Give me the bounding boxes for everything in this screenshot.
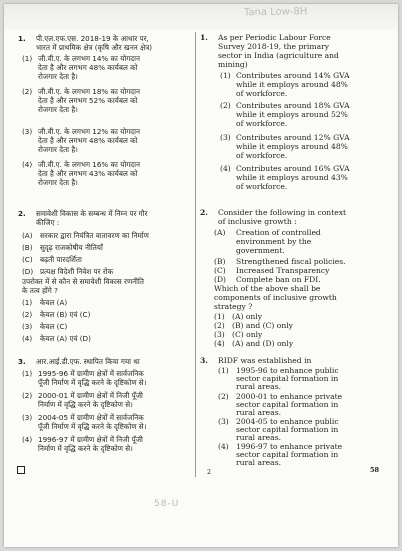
q1-hindi-option-label: (2): [22, 87, 33, 96]
q3-english-option-text: 1995-96 to enhance public: [236, 366, 339, 375]
exam-page: [4, 4, 398, 547]
q3-english-option-text: sector capital formation in: [236, 425, 339, 434]
q2-hindi-item-text: बढ़ती पारदर्शिता: [40, 255, 82, 264]
q3-hindi-option-label: (4): [22, 435, 33, 444]
q2-hindi-option-label: (2): [22, 310, 33, 319]
q3-english-option-label: (1): [218, 366, 229, 375]
q2-english-item-text: Creation of controlled: [236, 228, 321, 237]
q1-hindi-option-text: रोजगार देता है।: [38, 105, 78, 114]
q2-hindi-option-text: केवल (C): [40, 322, 68, 331]
q2-hindi-question-line: उपरोक्त में से कौन से समावेशी विकास रणनीति: [22, 277, 144, 286]
q2-english-item-text: Complete ban on FDI.: [236, 275, 321, 284]
q3-hindi-option-text: 1996-97 में ग्रामीण क्षेत्रों में निजी पूँजी: [38, 435, 143, 444]
q2-english-item-label: (A): [214, 228, 226, 237]
page-number-center: 2: [207, 468, 212, 476]
q3-english-option-label: (2): [218, 392, 229, 401]
q2-english-item-text: Strengthened fiscal policies.: [236, 257, 346, 266]
q1-hindi-option-text: रोजगार देता है।: [38, 178, 78, 187]
q2-hindi-option-label: (1): [22, 298, 33, 307]
q1-english-option-label: (3): [220, 133, 231, 142]
q1-english-option-text: Contributes around 18% GVA: [236, 101, 350, 110]
q3-hindi-option-text: पूँजी निर्माण में वृद्धि करने के दृष्टिकोण से।: [38, 378, 147, 387]
q1-hindi-option-text: देता है और लगभग 48% कार्यबल को: [38, 136, 138, 145]
q1-hindi-option-text: देता है और लगभग 43% कार्यबल को: [38, 169, 138, 178]
column-divider: [195, 32, 196, 477]
q1-english-option-label: (1): [220, 71, 231, 80]
q3-hindi-option-label: (3): [22, 413, 33, 422]
q2-english-option-label: (4): [214, 339, 225, 348]
q3-english-option-text: rural areas.: [236, 408, 282, 417]
q3-hindi-option-text: 2000-01 में ग्रामीण क्षेत्रों में निजी पूँजी: [38, 391, 143, 400]
q2-english: [200, 209, 394, 359]
footer-code: 58-U: [154, 499, 180, 509]
q3-number-en: 3.: [200, 356, 208, 365]
q2-english-item-label: (D): [214, 275, 227, 284]
q2-hindi-option-text: केवल (B) एवं (C): [40, 310, 91, 319]
q3-hindi-option-text: 2004-05 में ग्रामीण क्षेत्रों में सार्वजनिक: [38, 413, 144, 422]
q3-english-option-text: rural areas.: [236, 382, 282, 391]
q3-english-option-text: rural areas.: [236, 433, 282, 442]
q1-hindi-option-text: रोजगार देता है।: [38, 72, 78, 81]
q2-hindi-option-label: (3): [22, 322, 33, 331]
q1-english-option-text: of workforce.: [236, 182, 288, 191]
q1-english-option-label: (4): [220, 164, 231, 173]
q2-english-line: Consider the following in context: [218, 208, 347, 217]
q2-english-question-line: strategy ?: [214, 302, 253, 311]
q2-english-item-text: government.: [236, 246, 285, 255]
q1-english-option-text: while it employs around 43%: [236, 173, 348, 182]
q1-english-option-text: Contributes around 12% GVA: [236, 133, 350, 142]
q2-hindi-item-label: (B): [22, 243, 33, 252]
q3-english-option-text: sector capital formation in: [236, 400, 339, 409]
q2-hindi-item-text: प्रत्यक्ष विदेशी निवेश पर रोक: [40, 267, 114, 276]
q3-english-option-text: rural areas.: [236, 458, 282, 467]
q3-hindi-option-label: (2): [22, 391, 33, 400]
q2-hindi-item-text: सरकार द्वारा नियंत्रित वातावरण का निर्माण: [40, 231, 149, 240]
q1-english-line: sector in India (agriculture and: [218, 51, 339, 60]
q1-english-line: Survey 2018-19, the primary: [218, 42, 330, 51]
q1-hindi-line: पी.एल.एफ.एस. 2018-19 के आधार पर,: [36, 34, 149, 43]
q3-english: [200, 357, 394, 467]
q1-english-option-text: of workforce.: [236, 119, 288, 128]
q2-english-item-text: Increased Transparency: [236, 266, 330, 275]
q1-english-option-text: while it employs around 52%: [236, 110, 348, 119]
q1-hindi-option-text: जी.वी.ए. के लगभग 12% का योगदान: [38, 127, 140, 136]
q1-english-line: mining): [218, 60, 248, 69]
q2-english-item-label: (C): [214, 266, 226, 275]
q2-english-option-text: (C) only: [232, 330, 263, 339]
q1-hindi-option-label: (1): [22, 54, 33, 63]
q3-hindi-option-text: निर्माण में वृद्धि करने के दृष्टिकोण से।: [38, 400, 133, 409]
q2-number: 2.: [18, 209, 26, 218]
q1-hindi-line: भारत में प्राथमिक क्षेत्र (कृषि और खनन क्षेत्र): [36, 43, 153, 52]
q1-english: [200, 34, 394, 196]
q2-hindi-item-label: (D): [22, 267, 34, 276]
q1-hindi-option-label: (3): [22, 127, 33, 136]
q2-hindi-option-text: केवल (A) एवं (D): [40, 334, 91, 343]
q3-english-option-text: sector capital formation in: [236, 374, 339, 383]
q2-hindi: [18, 209, 194, 349]
q3-hindi-option-text: पूँजी निर्माण में वृद्धि करने के दृष्टिकोण से।: [38, 422, 147, 431]
q3-english-option-text: 1996-97 to enhance private: [236, 442, 343, 451]
q3-hindi: [18, 357, 194, 457]
q2-english-option-text: (A) and (D) only: [232, 339, 294, 348]
q2-english-item-label: (B): [214, 257, 226, 266]
q1-hindi-option-text: जी.वी.ए. के लगभग 16% का योगदान: [38, 160, 140, 169]
q3-english-option-label: (3): [218, 417, 229, 426]
q1-hindi-option-label: (4): [22, 160, 33, 169]
corner-square-mark: [17, 466, 25, 474]
q1-english-option-text: while it employs around 48%: [236, 142, 348, 151]
q2-english-question-line: components of inclusive growth: [214, 293, 337, 302]
q2-hindi-option-text: केवल (A): [40, 298, 68, 307]
q1-english-option-text: of workforce.: [236, 89, 288, 98]
q3-english-line: RIDF was established in: [218, 356, 312, 365]
q2-english-option-label: (1): [214, 312, 225, 321]
q3-english-option-text: 2000-01 to enhance private: [236, 392, 343, 401]
q1-hindi: [18, 34, 194, 194]
q1-number: 1.: [18, 34, 26, 43]
q2-english-option-label: (3): [214, 330, 225, 339]
q2-english-option-text: (A) only: [232, 312, 263, 321]
q2-english-option-text: (B) and (C) only: [232, 321, 293, 330]
q3-hindi-option-label: (1): [22, 369, 33, 378]
q1-english-line: As per Periodic Labour Force: [218, 33, 331, 42]
q3-number: 3.: [18, 357, 26, 366]
q2-hindi-item-text: सुदृढ़ राजकोषीय नीतियाँ: [40, 243, 103, 252]
q3-hindi-line: आर.आई.डी.एफ. स्थापित किया गया था: [36, 357, 140, 366]
q1-hindi-option-text: रोजगार देता है।: [38, 145, 78, 154]
q1-number-en: 1.: [200, 33, 208, 42]
q3-english-option-text: 2004-05 to enhance public: [236, 417, 339, 426]
page-number-right: 58: [370, 466, 380, 474]
q2-english-question-line: Which of the above shall be: [214, 284, 321, 293]
q2-english-line: of inclusive growth :: [218, 217, 297, 226]
q3-hindi-option-text: निर्माण में वृद्धि करने के दृष्टिकोण से।: [38, 444, 133, 453]
q2-hindi-line: कीजिए :: [36, 218, 60, 227]
q3-english-option-text: sector capital formation in: [236, 450, 339, 459]
q1-hindi-option-text: जी.वी.ए. के लगभग 18% का योगदान: [38, 87, 140, 96]
q2-hindi-option-label: (4): [22, 334, 33, 343]
q2-hindi-question-line: के तत्व होंगे ?: [22, 286, 58, 295]
q2-english-option-label: (2): [214, 321, 225, 330]
q2-hindi-item-label: (A): [22, 231, 33, 240]
q1-english-option-label: (2): [220, 101, 231, 110]
q3-english-option-label: (4): [218, 442, 229, 451]
q1-english-option-text: while it employs around 48%: [236, 80, 348, 89]
q1-hindi-option-text: देता है और लगभग 52% कार्यबल को: [38, 96, 138, 105]
q2-hindi-item-label: (C): [22, 255, 33, 264]
q2-english-item-text: environment by the: [236, 237, 312, 246]
q1-english-option-text: of workforce.: [236, 151, 288, 160]
q3-hindi-option-text: 1995-96 में ग्रामीण क्षेत्रों में सार्वजनिक: [38, 369, 144, 378]
q2-number-en: 2.: [200, 208, 208, 217]
header-watermark: Tana Low-8H: [243, 6, 308, 19]
q1-hindi-option-text: देता है और लगभग 48% कार्यबल को: [38, 63, 138, 72]
q1-hindi-option-text: जी.वी.ए. के लगभग 14% का योगदान: [38, 54, 140, 63]
q2-hindi-line: समावेशी विकास के सम्बन्ध में निम्न पर गौर: [36, 209, 148, 218]
q1-english-option-text: Contributes around 14% GVA: [236, 71, 350, 80]
q1-english-option-text: Contributes around 16% GVA: [236, 164, 350, 173]
